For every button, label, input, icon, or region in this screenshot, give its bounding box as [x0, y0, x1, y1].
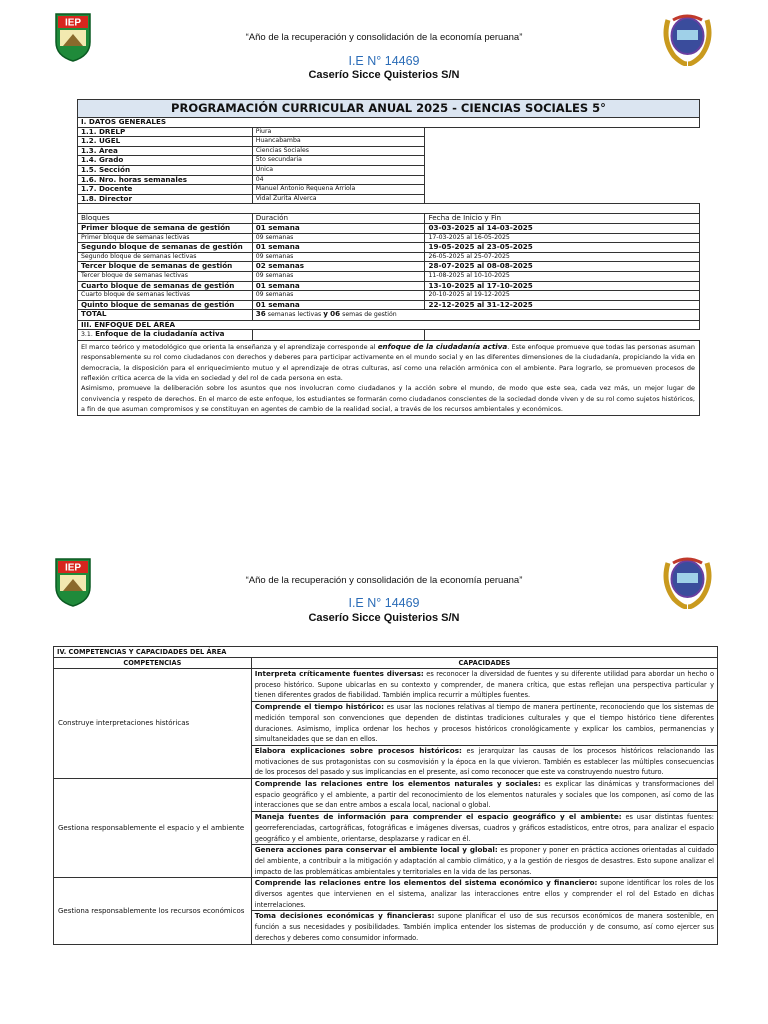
- page-header-1: [0, 0, 768, 100]
- laurel-crest-logo: [660, 8, 715, 66]
- competencia-cell: Construye interpretaciones históricas: [54, 669, 252, 779]
- dato-row: 1.7. Docente Manuel Antonio Requena Arriola: [78, 185, 700, 195]
- bloque-row: Segundo bloque de semanas de gestión 01 semana 19-05-2025 al 23-05-2025: [78, 243, 700, 253]
- competencia-cell: Gestiona responsablemente los recursos económicos: [54, 878, 252, 944]
- dato-row: 1.4. Grado 5to secundaria: [78, 156, 700, 166]
- competencia-cell: Gestiona responsablemente el espacio y el ambiente: [54, 779, 252, 878]
- capacity-row: Comprende el tiempo histórico: es usar las nociones relativas al tiempo de manera pertinente, reconociendo que los sistemas de medición temporal son convenciones que dependen de distintas tradiciones culturales y que el tiempo histórico tiene diferentes duraciones. Asimismo, implica ordenar los hechos y procesos históricos cronológicamente y explicar los cambios, permanencias y simultaneidades que se dan en ellos.: [54, 702, 718, 746]
- bloque-row: Cuarto bloque de semanas lectivas 09 semanas 20-10-2025 al 19-12-2025: [78, 291, 700, 301]
- capacity-row: Gestiona responsablemente el espacio y el ambiente Comprende las relaciones entre los elementos naturales y sociales: es explicar las dinámicas y transformaciones del espacio geográfico y el ambiente, a partir del reconocimiento de los elementos naturales y sociales que los componen, así como de las interacciones que se dan entre ambos a escala local, nacional o global.: [54, 779, 718, 812]
- page-header-2: [0, 548, 768, 648]
- capacity-row: Construye interpretaciones históricas Interpreta críticamente fuentes diversas: es reconocer la diversidad de fuentes y su diferente utilidad para abordar un hecho o proceso histórico. Supone ubicarlas en su contexto y comprender, de manera crítica, que estas reflejan una perspectiva particular y tienen diferentes grados de fiabilidad. También implica recurrir a múltiples fuentes.: [54, 669, 718, 702]
- capacity-row: Genera acciones para conservar el ambiente local y global: es proponer y poner en práctica acciones orientadas al cuidado del ambiente, a contribuir a la mitigación y adaptación al cambio climático, y a la gestión de riesgos de desastres. Esto supone analizar el impacto de las problemáticas ambientales y territoriales en la vida de las personas.: [54, 845, 718, 878]
- dato-row: 1.8. Director Vidal Zurita Alverca: [78, 194, 700, 204]
- bloque-row: Primer bloque de semana de gestión 01 semana 03-03-2025 al 14-03-2025: [78, 223, 700, 233]
- dato-row: 1.2. UGEL Huancabamba: [78, 137, 700, 147]
- capacity-row: Elabora explicaciones sobre procesos históricos: es jerarquizar las causas de los procesos históricos relacionando las motivaciones de sus protagonistas con su cosmovisión y la época en la que vivieron. También es establecer las múltiples consecuencias de los procesos del pasado y sus implicancias en el presente, así como reconocer que este va construyendo nuestro futuro.: [54, 745, 718, 778]
- section-datos-generales: I. DATOS GENERALES: [78, 118, 700, 128]
- dato-row: 1.3. Área Ciencias Sociales: [78, 146, 700, 156]
- svg-text:IEP: IEP: [64, 17, 82, 29]
- dato-row: 1.5. Sección Única: [78, 165, 700, 175]
- capacity-row: Toma decisiones económicas y financieras: supone planificar el uso de sus recursos económicos de manera sostenible, en función a sus necesidades y posibilidades. También implica entender los sistemas de producción y de consumo, así como ejercer sus derechos y deberes como consumidor informado.: [54, 911, 718, 944]
- col-capacidades: CAPACIDADES: [251, 658, 717, 669]
- school-address: Caserío Sicce Quisterios S/N: [308, 612, 460, 624]
- dato-row: 1.6. Nro. horas semanales 04: [78, 175, 700, 185]
- motto-text: “Año de la recuperación y consolidación de la economía peruana”: [245, 32, 523, 43]
- bloques-header: Bloques Duración Fecha de Inicio y Fin: [78, 214, 700, 224]
- curricular-program-table: [77, 99, 700, 416]
- bloque-row: Primer bloque de semanas lectivas 09 semanas 17-03-2025 al 16-05-2025: [78, 233, 700, 243]
- motto-text: “Año de la recuperación y consolidación de la economía peruana”: [245, 575, 523, 586]
- col-competencias: COMPETENCIAS: [54, 658, 252, 669]
- bloque-row: Quinto bloque de semanas de gestión 01 semana 22-12-2025 al 31-12-2025: [78, 300, 700, 310]
- capacity-row: Gestiona responsablemente los recursos económicos Comprende las relaciones entre los elementos del sistema económico y financiero: supone identificar los roles de los diversos agentes que intervienen en el sistema, analizar las interacciones entre ellos y comprender el rol del Estado en dichas interrelaciones.: [54, 878, 718, 911]
- school-address: Caserío Sicce Quisterios S/N: [308, 69, 460, 81]
- laurel-crest-logo: [660, 551, 715, 609]
- bloque-row: Tercer bloque de semanas de gestión 02 semanas 28-07-2025 al 08-08-2025: [78, 262, 700, 272]
- enfoque-description: El marco teórico y metodológico que orienta la enseñanza y el aprendizaje corresponde al enfoque de la ciudadanía activa. Este enfoque promueve que todas las personas asuman responsablemente su rol como ciudadanos con derechos y deberes para participar activamente en el mundo social y en las diferentes dimensiones de la ciudadanía, propiciando la vida en democracia, la disposición para el enriquecimiento mutuo y el aprendizaje de otras culturas, así como una relación armónica con el ambiente. Para lograrlo, se promueven procesos de reflexión crítica acerca de la vida en sociedad y del rol de cada persona en esta. Asimismo, promueve la deliberación sobre los asuntos que nos involucran como ciudadanos y la acción sobre el mundo, de modo que este sea, cada vez más, un mejor lugar de convivencia y respeto de derechos. En el marco de este enfoque, los estudiantes se formarán como ciudadanos conscientes de la sociedad donde viven y de su rol como sujetos históricos, a fin de que asuman compromisos y se constituyan en agentes de cambio de la realidad social, a través de los recursos ambientales y económicos.: [78, 341, 700, 416]
- school-id: I.E N° 14469: [348, 54, 420, 68]
- svg-text:IEP: IEP: [64, 562, 82, 574]
- bloque-row: Cuarto bloque de semanas de gestión 01 semana 13-10-2025 al 17-10-2025: [78, 281, 700, 291]
- capacity-row: Maneja fuentes de información para comprender el espacio geográfico y el ambiente: es usar distintas fuentes: georreferenciadas, cartográficas, fotográficas e imágenes diversas, cuadros y gráficos estadísticos, entre otros, para analizar el espacio geográfico y el ambiente, orientarse, desplazarse y radicar en él.: [54, 812, 718, 845]
- program-title: PROGRAMACIÓN CURRICULAR ANUAL 2025 - CIENCIAS SOCIALES 5°: [78, 100, 700, 118]
- bloque-row: Tercer bloque de semanas lectivas 09 semanas 11-08-2025 al 10-10-2025: [78, 271, 700, 281]
- competencias-table: [53, 646, 718, 945]
- section-enfoque: III. ENFOQUE DEL ÁREA: [78, 320, 700, 330]
- total-row: TOTAL 36 semanas lectivas y 06 semas de gestión: [78, 310, 700, 321]
- dato-row: 1.1. DRELP Piura: [78, 127, 700, 137]
- enfoque-row: 3.1. Enfoque de la ciudadanía activa: [78, 330, 700, 341]
- school-id: I.E N° 14469: [348, 596, 420, 610]
- section-competencias: IV. COMPETENCIAS Y CAPACIDADES DEL ÁREA: [54, 647, 718, 658]
- bloque-row: Segundo bloque de semanas lectivas 09 semanas 26-05-2025 al 25-07-2025: [78, 252, 700, 262]
